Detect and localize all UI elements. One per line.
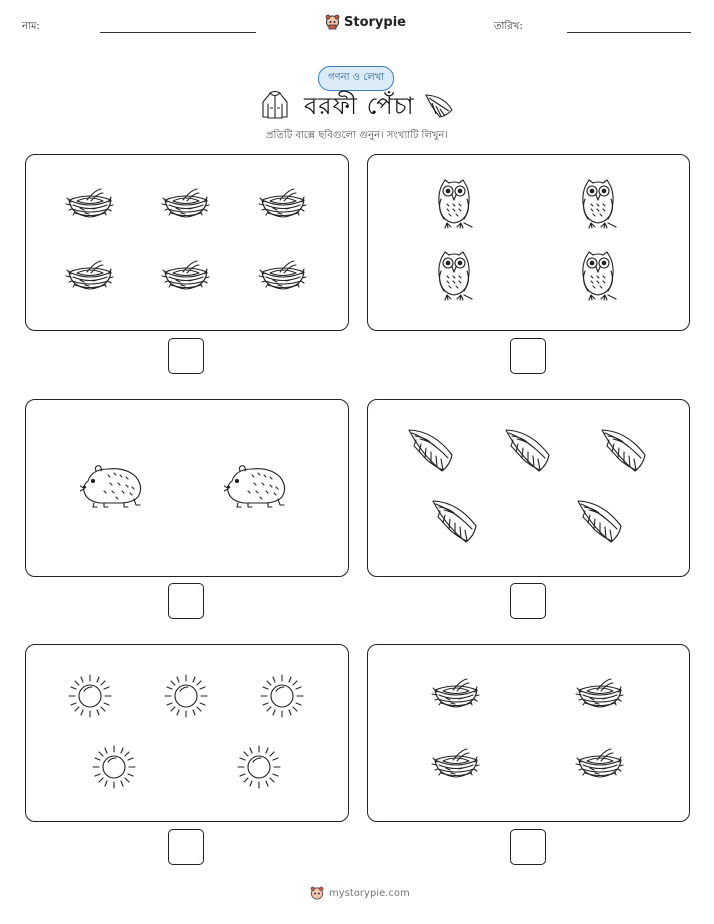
wing-icon [424,92,454,120]
nest-icon [575,674,625,714]
date-label: তারিখ: [494,21,523,32]
count-box-6 [367,644,690,822]
topic-badge: গণনা ও লেখা [318,66,394,91]
answer-box-5[interactable] [168,829,204,865]
name-line[interactable] [100,32,256,33]
nest-icon [258,256,308,296]
sun-icon [236,744,282,794]
nest-icon [431,674,481,714]
name-label: নাম: [22,21,40,32]
brand-logo [325,14,406,30]
date-line[interactable] [567,32,691,33]
owl-icon [434,249,474,307]
nest-icon [258,184,308,224]
sun-icon [259,673,305,723]
owl-icon [434,177,474,235]
answer-box-4[interactable] [510,583,546,619]
nest-icon [161,256,211,296]
wing-icon [599,425,649,479]
footer [310,886,410,901]
wing-icon [406,425,456,479]
count-box-2 [367,154,690,331]
sun-icon [91,744,137,794]
sun-icon [67,673,113,723]
worksheet-title: বরফী পেঁচা [304,92,415,120]
sun-icon [163,673,209,723]
answer-box-3[interactable] [168,583,204,619]
storypie-mascot-icon [310,886,324,901]
nest-icon [161,184,211,224]
nest-icon [431,744,481,784]
count-box-5 [25,644,349,822]
storypie-mascot-icon [325,14,340,30]
instruction-text: প্রতিটি বাক্সে ছবিগুলো গুনুন। সংখ্যাটি লিখুন। [266,130,448,141]
wing-icon [430,496,480,550]
wing-icon [503,425,553,479]
answer-box-2[interactable] [510,338,546,374]
count-box-1 [25,154,349,331]
nest-icon [65,256,115,296]
hamster-icon [80,461,146,513]
wing-icon [575,496,625,550]
nest-icon [65,184,115,224]
answer-box-1[interactable] [168,338,204,374]
hamster-icon [224,461,290,513]
count-box-3 [25,399,349,577]
owl-icon [578,249,618,307]
answer-box-6[interactable] [510,829,546,865]
jacket-icon [261,90,289,120]
footer-url[interactable]: mystorypie.com [329,888,410,899]
brand-name: Storypie [344,14,406,30]
nest-icon [575,744,625,784]
owl-icon [578,177,618,235]
